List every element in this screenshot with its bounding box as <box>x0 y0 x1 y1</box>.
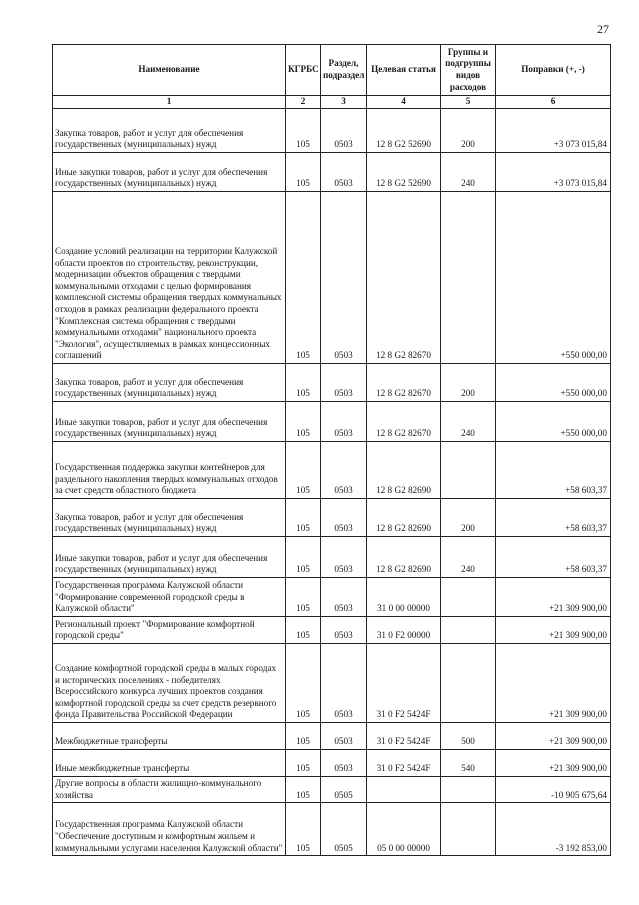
table-row <box>53 402 611 442</box>
table-row <box>53 192 611 364</box>
table-row <box>53 723 611 750</box>
row-group: 240 <box>441 402 496 442</box>
table-row <box>53 777 611 803</box>
row-section: 0503 <box>321 499 367 537</box>
row-group <box>441 578 496 617</box>
header-row <box>53 45 611 96</box>
header-section: Раздел, подраздел <box>321 45 367 96</box>
row-kgrbs: 105 <box>286 537 321 578</box>
table-row <box>53 644 611 723</box>
row-kgrbs: 105 <box>286 109 321 153</box>
amendments-table <box>52 44 611 856</box>
row-target: 12 8 G2 82670 <box>367 364 441 402</box>
row-section: 0503 <box>321 750 367 777</box>
row-amount: +3 073 015,84 <box>496 109 611 153</box>
row-section: 0503 <box>321 153 367 192</box>
row-name: Закупка товаров, работ и услуг для обеспечения государственных (муниципальных) нужд <box>53 109 286 153</box>
row-kgrbs: 105 <box>286 578 321 617</box>
row-section: 0503 <box>321 109 367 153</box>
row-section: 0505 <box>321 777 367 803</box>
row-section: 0503 <box>321 537 367 578</box>
row-target: 31 0 F2 5424F <box>367 644 441 723</box>
row-group: 240 <box>441 153 496 192</box>
row-amount: +58 603,37 <box>496 537 611 578</box>
row-target: 31 0 F2 5424F <box>367 723 441 750</box>
row-amount: +550 000,00 <box>496 192 611 364</box>
table-row <box>53 537 611 578</box>
row-name: Государственная программа Калужской области "Обеспечение доступным и комфортным жильем и коммунальными услугами населения Калужской области" <box>53 803 286 856</box>
row-target <box>367 777 441 803</box>
row-kgrbs: 105 <box>286 153 321 192</box>
row-group: 540 <box>441 750 496 777</box>
table-row <box>53 499 611 537</box>
row-section: 0503 <box>321 644 367 723</box>
row-name: Создание условий реализации на территории Калужской области проектов по строительству, реконструкции, модернизации объектов обращения с твердыми коммунальными отходами с целью формирования комплексной системы обращения твердых коммунальных отходов в рамках реализации федерального проекта "Комплексная система обращения с твердыми коммунальными отходами" национального проекта "Экология", осуществляемых в рамках концессионных соглашений <box>53 192 286 364</box>
row-amount: -10 905 675,64 <box>496 777 611 803</box>
row-section: 0505 <box>321 803 367 856</box>
table-row <box>53 109 611 153</box>
header-kgrbs: КГРБС <box>286 45 321 96</box>
row-kgrbs: 105 <box>286 777 321 803</box>
row-name: Создание комфортной городской среды в малых городах и исторических поселениях - победителях Всероссийского конкурса лучших проектов создания комфортной городской среды за счет средств резервного фонда Правительства Российской Федерации <box>53 644 286 723</box>
row-target: 05 0 00 00000 <box>367 803 441 856</box>
row-kgrbs: 105 <box>286 644 321 723</box>
row-section: 0503 <box>321 192 367 364</box>
row-name: Межбюджетные трансферты <box>53 723 286 750</box>
row-section: 0503 <box>321 617 367 644</box>
header-name: Наименование <box>53 45 286 96</box>
row-name: Закупка товаров, работ и услуг для обеспечения государственных (муниципальных) нужд <box>53 364 286 402</box>
column-number: 3 <box>321 96 367 109</box>
row-section: 0503 <box>321 578 367 617</box>
row-name: Государственная программа Калужской области "Формирование современной городской среды в Калужской области" <box>53 578 286 617</box>
row-kgrbs: 105 <box>286 723 321 750</box>
table-row <box>53 442 611 499</box>
row-target: 12 8 G2 52690 <box>367 153 441 192</box>
row-amount: +58 603,37 <box>496 499 611 537</box>
row-name: Закупка товаров, работ и услуг для обеспечения государственных (муниципальных) нужд <box>53 499 286 537</box>
column-number: 1 <box>53 96 286 109</box>
table-row <box>53 578 611 617</box>
row-target: 31 0 F2 5424F <box>367 750 441 777</box>
row-amount: +550 000,00 <box>496 364 611 402</box>
column-number: 2 <box>286 96 321 109</box>
row-group <box>441 777 496 803</box>
row-name: Иные закупки товаров, работ и услуг для обеспечения государственных (муниципальных) нужд <box>53 537 286 578</box>
row-kgrbs: 105 <box>286 192 321 364</box>
row-target: 31 0 F2 00000 <box>367 617 441 644</box>
column-number-row <box>53 96 611 109</box>
table-row <box>53 364 611 402</box>
row-section: 0503 <box>321 402 367 442</box>
header-target: Целевая статья <box>367 45 441 96</box>
row-group <box>441 192 496 364</box>
row-section: 0503 <box>321 364 367 402</box>
row-group: 200 <box>441 364 496 402</box>
row-section: 0503 <box>321 723 367 750</box>
row-target: 31 0 00 00000 <box>367 578 441 617</box>
row-name: Региональный проект "Формирование комфортной городской среды" <box>53 617 286 644</box>
row-target: 12 8 G2 82690 <box>367 442 441 499</box>
header-amendments: Поправки (+, -) <box>496 45 611 96</box>
row-section: 0503 <box>321 442 367 499</box>
row-kgrbs: 105 <box>286 499 321 537</box>
table-row <box>53 153 611 192</box>
table-row <box>53 750 611 777</box>
row-kgrbs: 105 <box>286 803 321 856</box>
row-group <box>441 442 496 499</box>
row-group: 200 <box>441 499 496 537</box>
row-amount: +58 603,37 <box>496 442 611 499</box>
column-number: 5 <box>441 96 496 109</box>
table-row <box>53 803 611 856</box>
row-target: 12 8 G2 52690 <box>367 109 441 153</box>
column-number: 6 <box>496 96 611 109</box>
row-name: Иные закупки товаров, работ и услуг для обеспечения государственных (муниципальных) нужд <box>53 153 286 192</box>
row-group: 240 <box>441 537 496 578</box>
row-name: Государственная поддержка закупки контейнеров для раздельного накопления твердых коммунальных отходов за счет средств областного бюджета <box>53 442 286 499</box>
row-kgrbs: 105 <box>286 402 321 442</box>
header-groups: Группы и подгруппы видов расходов <box>441 45 496 96</box>
row-group <box>441 803 496 856</box>
row-amount: +21 309 900,00 <box>496 578 611 617</box>
row-amount: +550 000,00 <box>496 402 611 442</box>
row-amount: +21 309 900,00 <box>496 723 611 750</box>
row-kgrbs: 105 <box>286 442 321 499</box>
column-number: 4 <box>367 96 441 109</box>
row-group: 200 <box>441 109 496 153</box>
row-name: Иные закупки товаров, работ и услуг для обеспечения государственных (муниципальных) нужд <box>53 402 286 442</box>
row-name: Иные межбюджетные трансферты <box>53 750 286 777</box>
row-amount: -3 192 853,00 <box>496 803 611 856</box>
row-group <box>441 617 496 644</box>
row-kgrbs: 105 <box>286 750 321 777</box>
row-amount: +21 309 900,00 <box>496 750 611 777</box>
row-target: 12 8 G2 82670 <box>367 402 441 442</box>
row-amount: +21 309 900,00 <box>496 617 611 644</box>
row-kgrbs: 105 <box>286 617 321 644</box>
row-group: 500 <box>441 723 496 750</box>
row-target: 12 8 G2 82690 <box>367 499 441 537</box>
row-name: Другие вопросы в области жилищно-коммунального хозяйства <box>53 777 286 803</box>
row-kgrbs: 105 <box>286 364 321 402</box>
row-amount: +21 309 900,00 <box>496 644 611 723</box>
row-target: 12 8 G2 82670 <box>367 192 441 364</box>
page-number: 27 <box>597 22 609 36</box>
row-amount: +3 073 015,84 <box>496 153 611 192</box>
row-group <box>441 644 496 723</box>
table-row <box>53 617 611 644</box>
row-target: 12 8 G2 82690 <box>367 537 441 578</box>
